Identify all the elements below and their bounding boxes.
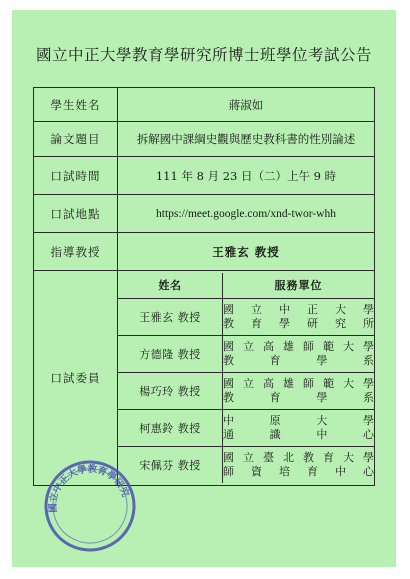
member-unit-line1: 國立臺北教育大學	[223, 450, 374, 464]
document-title: 國立中正大學教育學研究所博士班學位考試公告	[35, 46, 372, 64]
label-defense-location: 口試地點	[34, 195, 118, 233]
committee-row	[118, 372, 374, 409]
institution-seal-icon	[42, 458, 138, 554]
label-committee: 口試委員	[34, 271, 118, 486]
member-name: 楊巧玲 教授	[118, 372, 223, 409]
member-unit	[223, 409, 375, 446]
member-unit	[223, 446, 375, 483]
value-advisor: 王雅玄 教授	[118, 233, 375, 271]
label-student-name: 學生姓名	[34, 88, 118, 122]
member-unit-line2: 教育學研究所	[223, 316, 374, 330]
member-unit	[223, 372, 375, 409]
member-unit	[223, 335, 375, 372]
committee-row	[118, 298, 374, 335]
member-unit-line1: 國立高雄師範大學	[223, 376, 374, 390]
header-unit: 服務單位	[223, 273, 375, 298]
member-unit-line2: 通識中心	[223, 427, 374, 441]
committee-row	[118, 409, 374, 446]
header-name: 姓名	[118, 273, 223, 298]
value-defense-location[interactable]: https://meet.google.com/xnd-twor-whh	[118, 195, 375, 233]
svg-text:國立中正大學教育學研究所: 國立中正大學教育學研究所	[47, 463, 131, 513]
member-unit-line1: 中原大學	[223, 413, 374, 427]
row-defense-location	[34, 195, 375, 233]
row-defense-time	[34, 157, 375, 195]
announcement-sheet	[12, 10, 396, 567]
member-unit-line1: 國立高雄師範大學	[223, 339, 374, 353]
committee-header-row	[118, 273, 374, 298]
member-name: 方德隆 教授	[118, 335, 223, 372]
label-advisor: 指導教授	[34, 233, 118, 271]
label-defense-time: 口試時間	[34, 157, 118, 195]
defense-info-table	[33, 87, 375, 486]
row-committee	[34, 271, 375, 486]
member-unit-line2: 教育學系	[223, 353, 374, 367]
member-name: 柯惠鈴 教授	[118, 409, 223, 446]
value-defense-time: 111 年 8 月 23 日（二）上午 9 時	[118, 157, 375, 195]
member-unit-line2: 師資培育中心	[223, 464, 374, 478]
member-unit-line2: 教育學系	[223, 390, 374, 404]
value-student-name: 蔣淑如	[118, 88, 375, 122]
committee-cell	[118, 271, 375, 486]
member-name: 宋佩芬 教授	[118, 446, 223, 483]
row-advisor	[34, 233, 375, 271]
committee-row	[118, 335, 374, 372]
committee-row	[118, 446, 374, 483]
member-unit-line1: 國立中正大學	[223, 302, 374, 316]
row-thesis-title	[34, 122, 375, 157]
member-name: 王雅玄 教授	[118, 298, 223, 335]
value-thesis-title: 拆解國中課綱史觀與歷史教科書的性別論述	[118, 122, 375, 157]
member-unit	[223, 298, 375, 335]
row-student-name	[34, 88, 375, 122]
committee-table	[118, 273, 374, 483]
label-thesis-title: 論文題目	[34, 122, 118, 157]
